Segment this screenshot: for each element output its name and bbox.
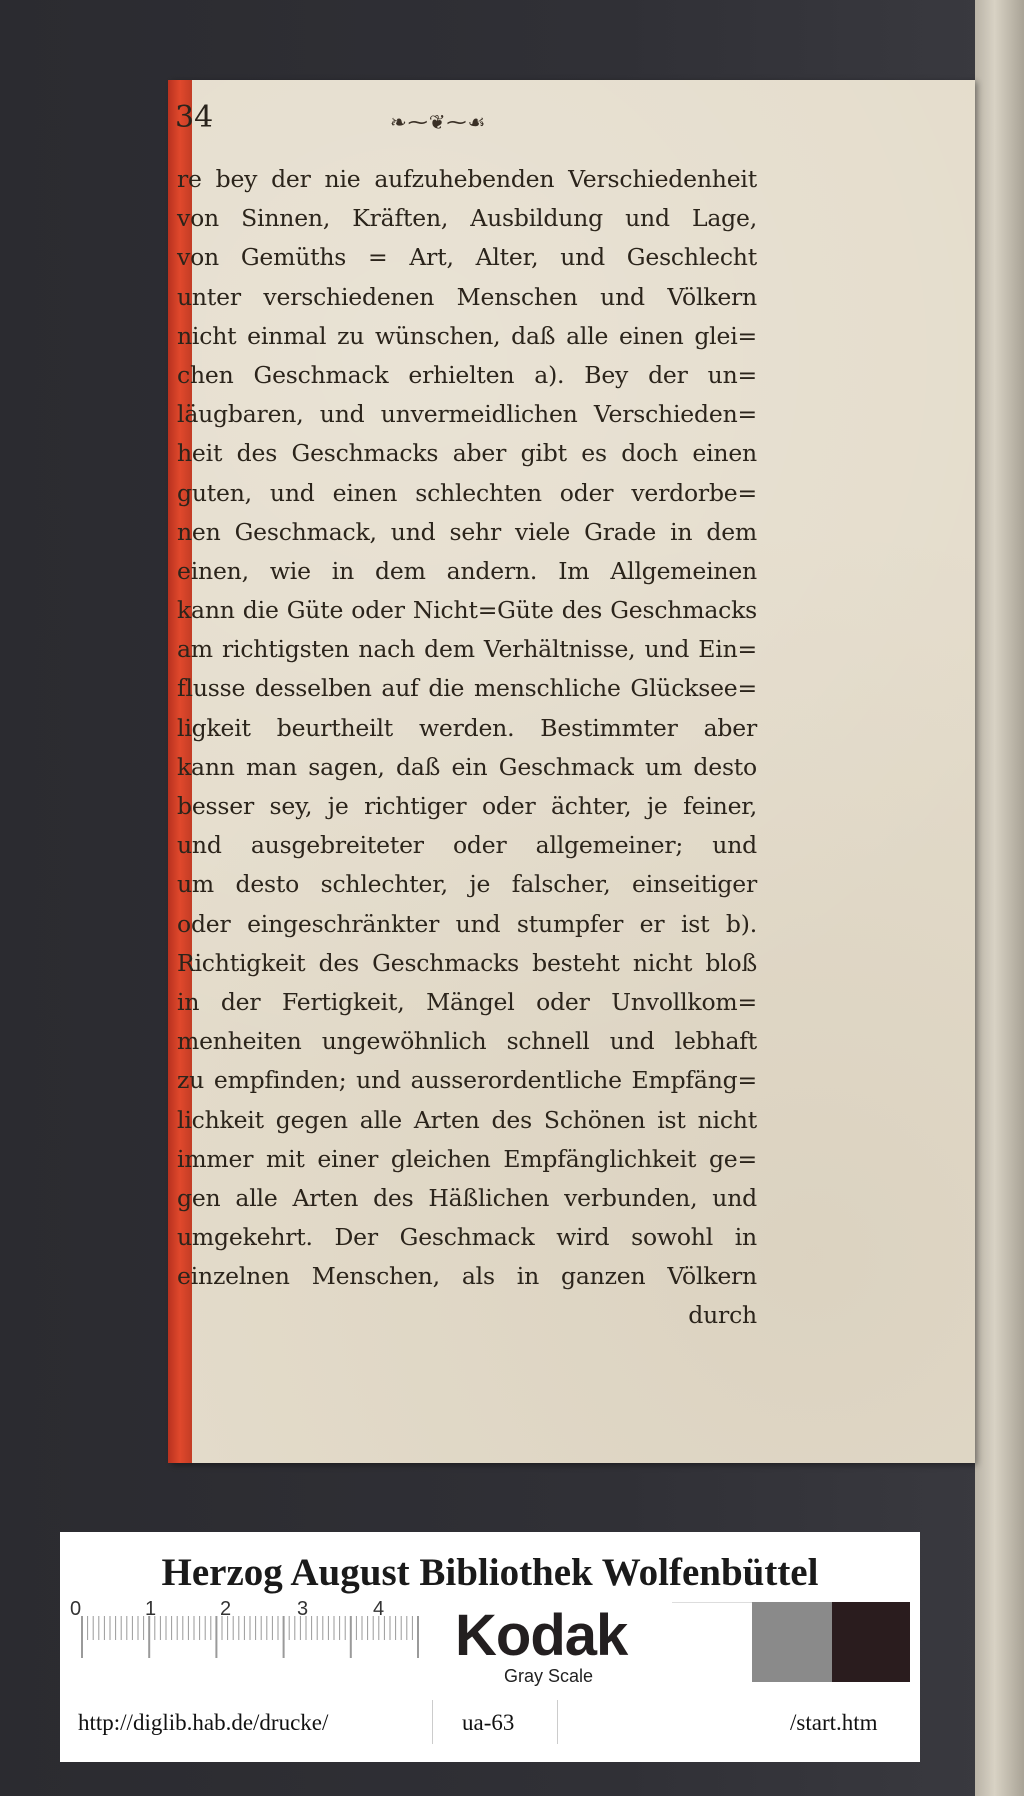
gray-swatch-white <box>672 1602 752 1683</box>
text-line: unter verschiedenen Menschen und Völkern <box>177 282 757 311</box>
text-line: zu empfinden; und ausserordentliche Empfäng= <box>177 1066 757 1095</box>
text-line: einzelnen Menschen, als in ganzen Völkern <box>177 1262 757 1291</box>
text-line: Richtigkeit des Geschmacks besteht nicht bloß <box>177 948 757 977</box>
url-end: /start.htm <box>790 1710 878 1735</box>
page-number: 34 <box>175 100 214 135</box>
text-line: nicht einmal zu wünschen, daß alle einen glei= <box>177 321 757 350</box>
text-line: kann man sagen, daß ein Geschmack um desto <box>177 752 757 781</box>
url-base: http://diglib.hab.de/drucke/ <box>78 1710 329 1735</box>
text-line: besser sey, je richtiger oder ächter, je feiner, <box>177 792 757 820</box>
library-name: Herzog August Bibliothek Wolfenbüttel <box>161 1551 819 1594</box>
kodak-logo: Kodak <box>455 1603 628 1668</box>
text-line: flusse desselben auf die menschliche Glücksee= <box>177 674 757 703</box>
text-line: chen Geschmack erhielten a). Bey der un= <box>177 360 757 389</box>
header-ornament-icon: ❧⁓❦⁓☙ <box>390 110 487 134</box>
ruler-number: 2 <box>220 1598 232 1620</box>
ruler-scale <box>80 1612 440 1672</box>
next-page-edge <box>975 0 1024 1796</box>
text-line: re bey der nie aufzuhebenden Verschiedenheit <box>177 165 757 193</box>
text-line: von Sinnen, Kräften, Ausbildung und Lage, <box>177 204 757 233</box>
ruler-number: 1 <box>145 1598 157 1620</box>
text-line: von Gemüths = Art, Alter, und Geschlecht <box>177 243 757 272</box>
body-text <box>177 160 757 1336</box>
catchword: durch <box>688 1301 757 1330</box>
text-line: ligkeit beurtheilt werden. Bestimmter aber <box>177 713 757 742</box>
text-line: um desto schlechter, je falscher, einseitiger <box>177 870 757 899</box>
gray-swatch-mid <box>752 1602 832 1682</box>
page-header <box>175 100 695 140</box>
text-line: umgekehrt. Der Geschmack wird sowohl in <box>177 1223 757 1252</box>
archive-label <box>60 1532 920 1762</box>
gray-scale-label: Gray Scale <box>504 1666 594 1686</box>
text-line: immer mit einer gleichen Empfänglichkeit ge= <box>177 1144 757 1173</box>
text-line: lichkeit gegen alle Arten des Schönen ist nicht <box>177 1105 757 1134</box>
text-line: heit des Geschmacks aber gibt es doch einen <box>177 439 757 468</box>
text-line: guten, und einen schlechten oder verdorbe= <box>177 478 757 507</box>
text-line: oder eingeschränkter und stumpfer er ist b). <box>177 909 757 938</box>
text-line: am richtigsten nach dem Verhältnisse, und Ein= <box>177 635 757 664</box>
text-line: und ausgebreiteter oder allgemeiner; und <box>177 831 757 860</box>
ruler-number: 0 <box>70 1598 82 1620</box>
text-line: einen, wie in dem andern. Im Allgemeinen <box>177 556 757 585</box>
signature-field: ua-63 <box>462 1710 515 1735</box>
ruler-number: 4 <box>373 1598 385 1620</box>
ruler-number: 3 <box>297 1598 309 1620</box>
gray-swatch-black <box>832 1602 910 1682</box>
text-line: in der Fertigkeit, Mängel oder Unvollkom= <box>177 987 757 1016</box>
text-line: menheiten ungewöhnlich schnell und lebhaft <box>177 1027 757 1056</box>
text-line: nen Geschmack, und sehr viele Grade in dem <box>177 517 757 546</box>
text-line: läugbaren, und unvermeidlichen Verschieden= <box>177 400 757 429</box>
text-line: gen alle Arten des Häßlichen verbunden, und <box>177 1183 757 1212</box>
text-line: kann die Güte oder Nicht=Güte des Geschmacks <box>177 596 757 625</box>
